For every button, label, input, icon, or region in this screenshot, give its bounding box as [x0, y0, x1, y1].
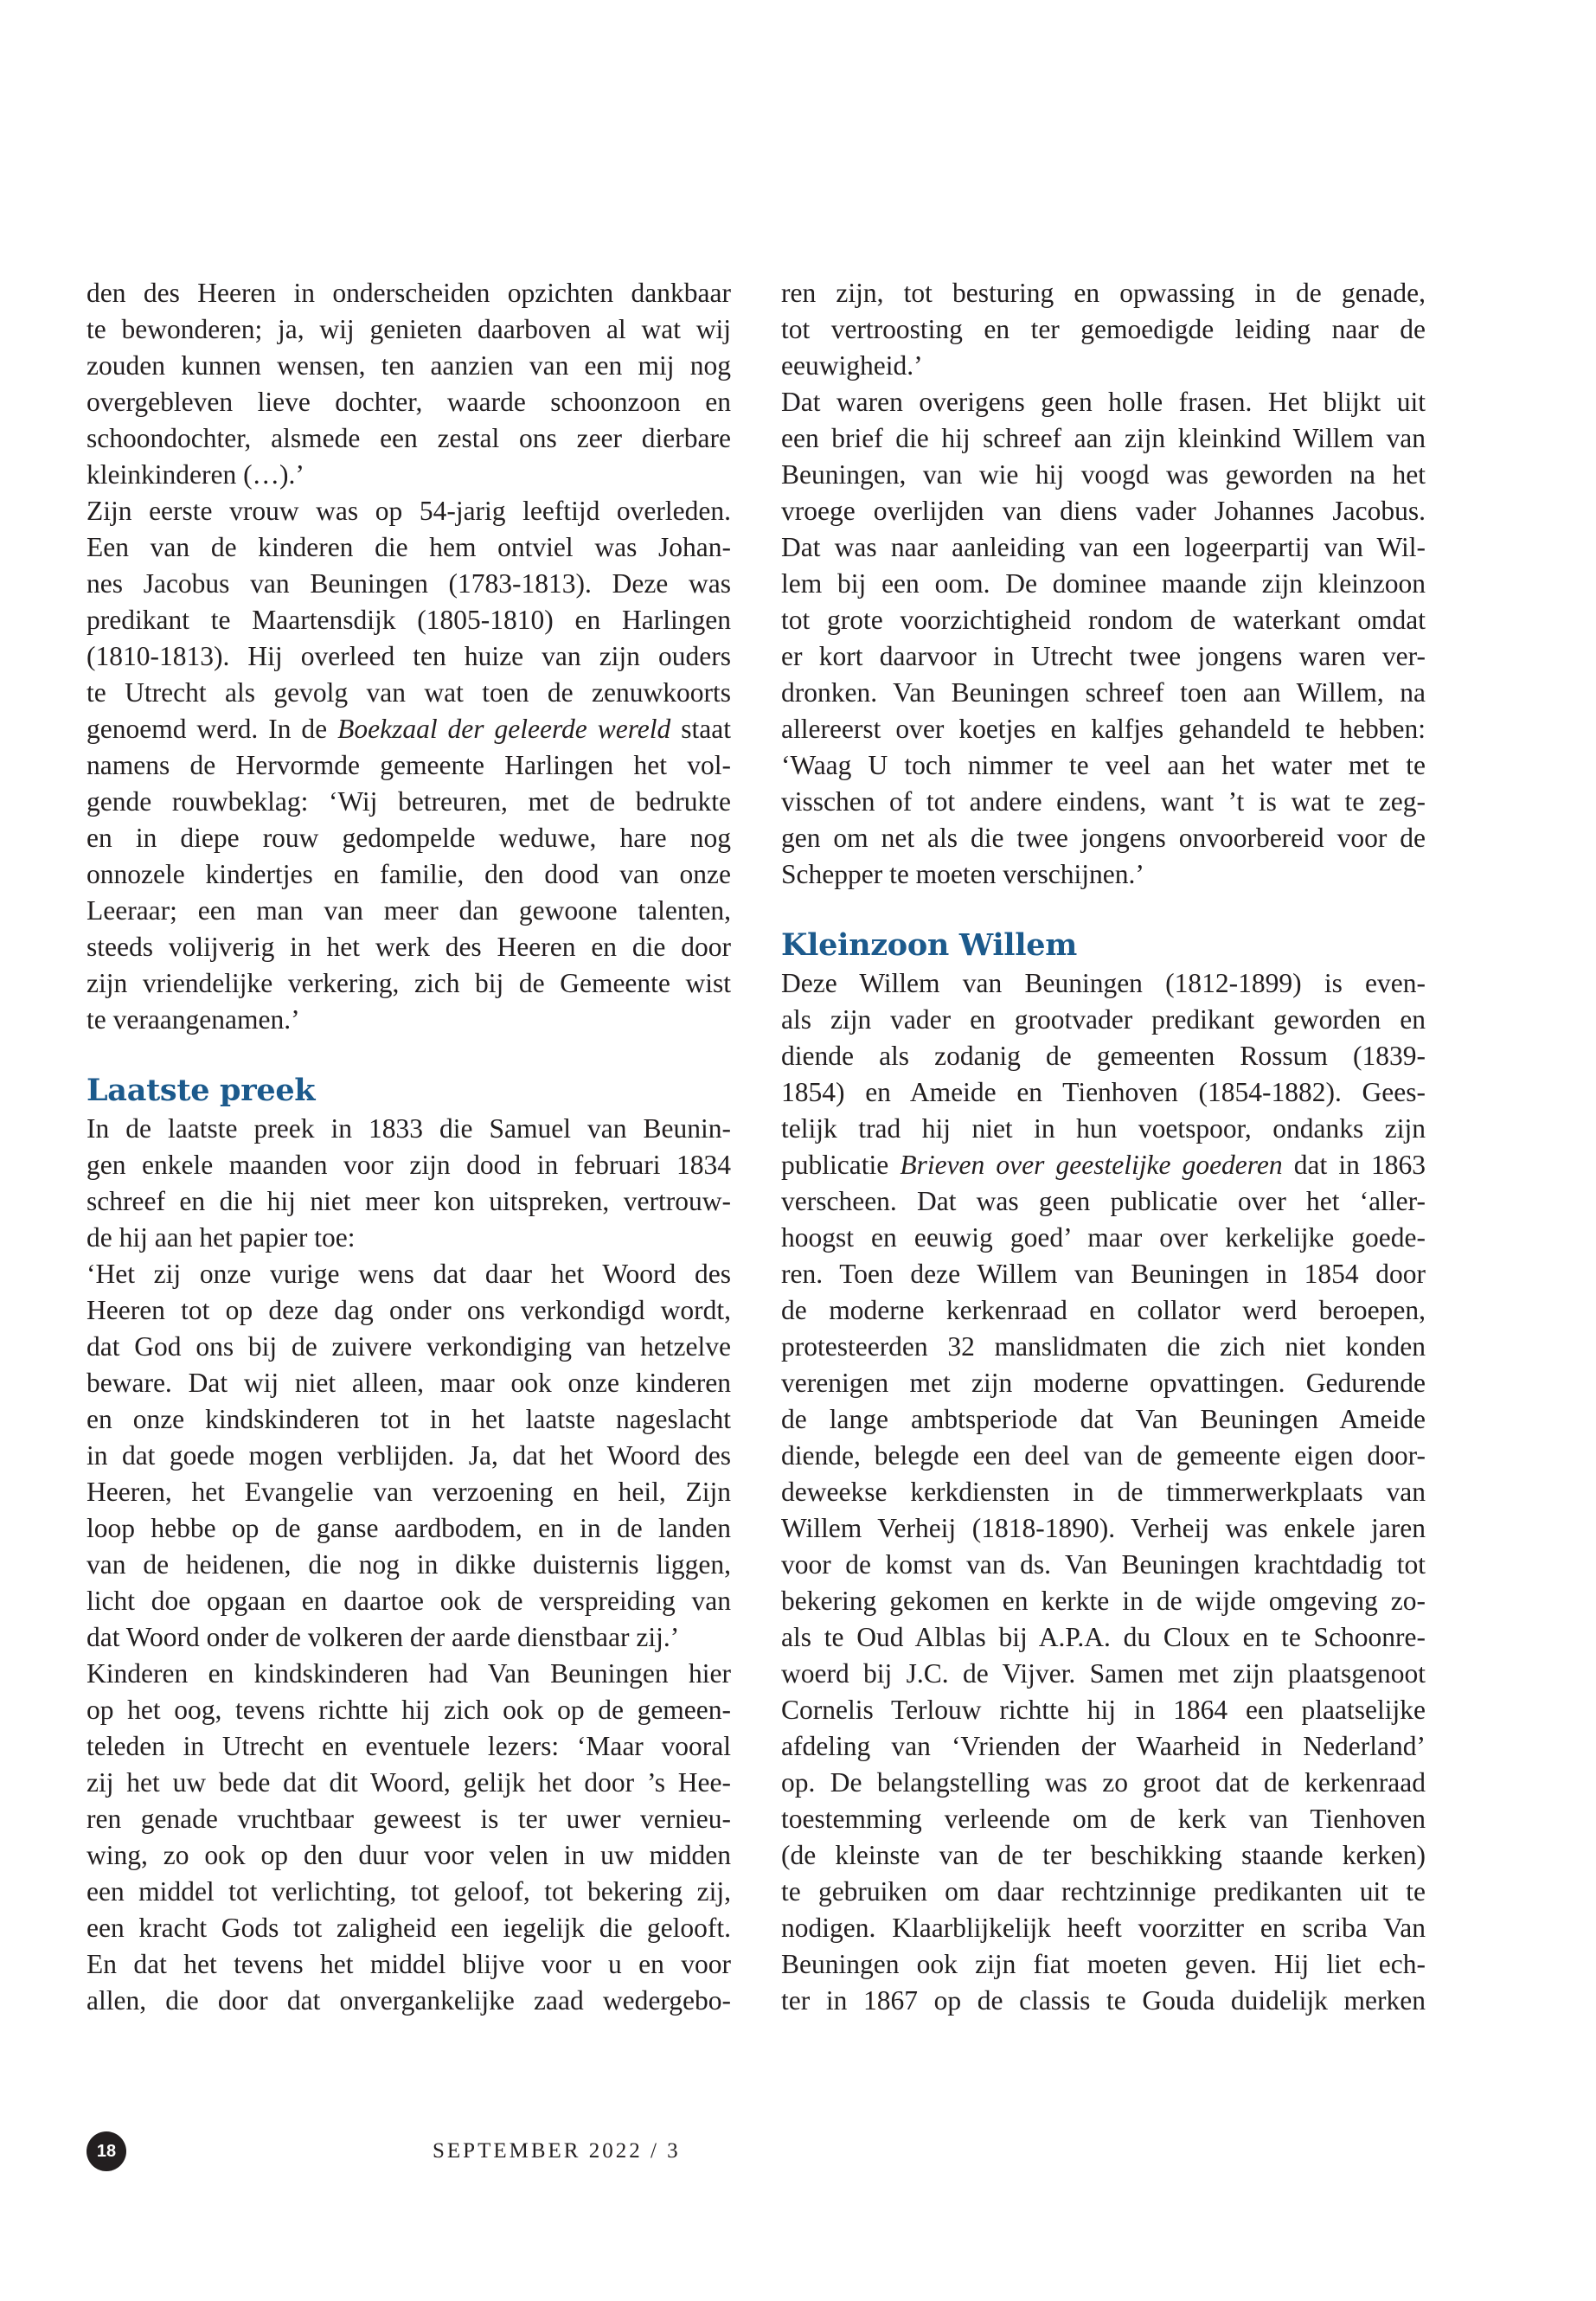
text-line: Een van de kinderen die hem ontviel was Johan-: [87, 532, 731, 562]
text-line: wing, zo ook op den duur voor velen in uw midden: [87, 1840, 731, 1870]
text-line: ren genade vruchtbaar geweest is ter uwer vernieu-: [87, 1804, 731, 1834]
text-line: als zijn vader en grootvader predikant geworden en: [781, 1004, 1426, 1035]
text-line: en in diepe rouw gedompelde weduwe, hare nog: [87, 823, 731, 853]
left-para2a: [87, 493, 731, 711]
text-line: namens de Hervormde gemeente Harlingen het vol-: [87, 750, 731, 780]
text-line: Zijn eerste vrouw was op 54-jarig leeftijd overleden.: [87, 496, 731, 526]
text-line: en onze kindskinderen tot in het laatste nageslacht: [87, 1404, 731, 1434]
text-line: woerd bij J.C. de Vijver. Samen met zijn plaatsgenoot: [781, 1658, 1426, 1689]
italic-post: dat in 1863: [1282, 1150, 1426, 1180]
text-line: zouden kunnen wensen, ten aanzien van een mij nog: [87, 350, 731, 381]
text-line: schoondochter, alsmede een zestal ons zeer dierbare: [87, 423, 731, 453]
text-line: Leeraar; een man van meer dan gewoone talenten,: [87, 895, 731, 926]
text-line: deweekse kerkdiensten in de timmerwerkplaats van: [781, 1477, 1426, 1507]
text-line: een middel tot verlichting, tot geloof, tot bekering zij,: [87, 1876, 731, 1907]
text-line: gende rouwbeklag: ‘Wij betreuren, met de bedrukte: [87, 786, 731, 817]
text-line: protesteerden 32 manslidmaten die zich niet konden: [781, 1331, 1426, 1362]
text-line: In de laatste preek in 1833 die Samuel van Beunin-: [87, 1113, 731, 1144]
text-line: Dat was naar aanleiding van een logeerpartij van Wil-: [781, 532, 1426, 562]
right-column: [781, 275, 1426, 2019]
publication-title: Brieven over geestelijke goederen: [900, 1150, 1283, 1180]
text-line: te bewonderen; ja, wij genieten daarboven al wat wij: [87, 314, 731, 344]
text-line: voor de komst van ds. Van Beuningen krachtdadig tot: [781, 1549, 1426, 1580]
text-line: verenigen met zijn moderne opvattingen. Gedurende: [781, 1368, 1426, 1398]
text-line: nodigen. Klaarblijkelijk heeft voorzitter en scriba Van: [781, 1913, 1426, 1943]
text-line: allereerst over koetjes en kalfjes gehandeld te hebben:: [781, 714, 1426, 744]
issue-label: SEPTEMBER 2022 / 3: [433, 2139, 681, 2163]
left-para4: [87, 1256, 731, 1656]
text-line: allen, die door dat onvergankelijke zaad wedergebo-: [87, 1985, 731, 2016]
text-line: zij het uw bede dat dit Woord, gelijk het door ’s Hee-: [87, 1767, 731, 1798]
text-line: Heeren tot op deze dag onder ons verkondigd wordt,: [87, 1295, 731, 1325]
text-line: ‘Waag U toch nimmer te veel aan het water met te: [781, 750, 1426, 780]
text-line: En dat het tevens het middel blijve voor u en voor: [87, 1949, 731, 1979]
text-line: dronken. Van Beuningen schreef toen aan Willem, na: [781, 677, 1426, 708]
text-line: Beuningen ook zijn fiat moeten geven. Hij liet ech-: [781, 1949, 1426, 1979]
text-line: 1854) en Ameide en Tienhoven (1854-1882). Gees-: [781, 1077, 1426, 1107]
text-line: visschen of tot andere eindens, want ’t is wat te zeg-: [781, 786, 1426, 817]
text-line: er kort daarvoor in Utrecht twee jongens waren ver-: [781, 641, 1426, 671]
text-line: hoogst en eeuwig goed’ maar over kerkelijke goede-: [781, 1222, 1426, 1253]
text-line: te veraangenamen.’: [87, 1004, 300, 1035]
book-title: Boekzaal der geleerde wereld: [337, 714, 671, 744]
text-line: licht doe opgaan en daartoe ook de verspreiding van: [87, 1586, 731, 1616]
text-line: zijn vriendelijke verkering, zich bij de Gemeente wist: [87, 968, 731, 998]
right-para1: [781, 275, 1426, 384]
text-line: gen enkele maanden voor zijn dood in februari 1834: [87, 1150, 731, 1180]
text-line: schreef en die hij niet meer kon uitspreken, vertrouw-: [87, 1186, 731, 1216]
text-line: teleden in Utrecht en eventuele lezers: ‘Maar vooral: [87, 1731, 731, 1761]
text-line: een brief die hij schreef aan zijn kleinkind Willem van: [781, 423, 1426, 453]
text-line: (1810-1813). Hij overleed ten huize van zijn ouders: [87, 641, 731, 671]
text-line: gen om net als die twee jongens onvoorbereid voor de: [781, 823, 1426, 853]
text-line: de hij aan het papier toe:: [87, 1222, 356, 1253]
text-line: diende, belegde een deel van de gemeente eigen door-: [781, 1440, 1426, 1471]
text-line: Schepper te moeten verschijnen.’: [781, 859, 1144, 889]
text-line: toestemming verleende om de kerk van Tienhoven: [781, 1804, 1426, 1834]
italic-pre: publicatie: [781, 1150, 901, 1180]
right-para2: [781, 384, 1426, 893]
text-line: Heeren, het Evangelie van verzoening en heil, Zijn: [87, 1477, 731, 1507]
text-line: den des Heeren in onderscheiden opzichten dankbaar: [87, 278, 731, 308]
text-line: Dat waren overigens geen holle frasen. Het blijkt uit: [781, 387, 1426, 417]
text-line: de moderne kerkenraad en collator werd beroepen,: [781, 1295, 1426, 1325]
text-line: telijk trad hij niet in hun voetspoor, ondanks zijn: [781, 1113, 1426, 1144]
left-para1: [87, 275, 731, 493]
text-line: Willem Verheij (1818-1890). Verheij was enkele jaren: [781, 1513, 1426, 1543]
text-line: ‘Het zij onze vurige wens dat daar het Woord des: [87, 1259, 731, 1289]
text-line: loop hebbe op de ganse aardbodem, en in de landen: [87, 1513, 731, 1543]
text-line: als te Oud Alblas bij A.P.A. du Cloux en te Schoonre-: [781, 1622, 1426, 1652]
text-line: bekering gekomen en kerkte in de wijde omgeving zo-: [781, 1586, 1426, 1616]
page-number-badge: 18: [87, 2131, 126, 2171]
text-line: tot grote voorzichtigheid rondom de waterkant omdat: [781, 605, 1426, 635]
text-line: op het oog, tevens richtte hij zich ook op de gemeen-: [87, 1695, 731, 1725]
text-line: een kracht Gods tot zaligheid een iegelijk die gelooft.: [87, 1913, 731, 1943]
right-para3a: [781, 965, 1426, 1147]
text-line: overgebleven lieve dochter, waarde schoonzoon en: [87, 387, 731, 417]
text-line: Beuningen, van wie hij voogd was geworden na het: [781, 459, 1426, 490]
left-para3: [87, 1111, 731, 1256]
left-para5: [87, 1656, 731, 2019]
text-line: dat God ons bij de zuivere verkondiging van hetzelve: [87, 1331, 731, 1362]
text-line: te gebruiken om daar rechtzinnige predikanten uit te: [781, 1876, 1426, 1907]
italic-post: staat: [670, 714, 731, 744]
text-line: vroege overlijden van diens vader Johannes Jacobus.: [781, 496, 1426, 526]
text-line: ren zijn, tot besturing en opwassing in de genade,: [781, 278, 1426, 308]
section-heading-kleinzoon-willem: Kleinzoon Willem: [781, 927, 1078, 963]
text-line: de lange ambtsperiode dat Van Beuningen Ameide: [781, 1404, 1426, 1434]
text-line: kleinkinderen (…).’: [87, 459, 304, 490]
text-line: ter in 1867 op de classis te Gouda duidelijk merken: [781, 1985, 1426, 2016]
text-line-italic: [781, 1147, 1426, 1183]
text-line: lem bij een oom. De dominee maande zijn kleinzoon: [781, 568, 1426, 599]
left-column: [87, 275, 731, 2019]
text-line: verscheen. Dat was geen publicatie over het ‘aller-: [781, 1186, 1426, 1216]
left-para2c: [87, 747, 731, 1038]
text-line: op. De belangstelling was zo groot dat de kerkenraad: [781, 1767, 1426, 1798]
text-line: tot vertroosting en ter gemoedigde leiding naar de: [781, 314, 1426, 344]
text-line-italic: [87, 711, 731, 747]
text-line: dat Woord onder de volkeren der aarde dienstbaar zij.’: [87, 1622, 680, 1652]
text-line: Cornelis Terlouw richtte hij in 1864 een plaatselijke: [781, 1695, 1426, 1725]
section-heading-laatste-preek: Laatste preek: [87, 1073, 316, 1108]
text-line: Deze Willem van Beuningen (1812-1899) is even-: [781, 968, 1426, 998]
text-line: predikant te Maartensdijk (1805-1810) en Harlingen: [87, 605, 731, 635]
text-line: in dat goede mogen verblijden. Ja, dat het Woord des: [87, 1440, 731, 1471]
text-line: te Utrecht als gevolg van wat toen de zenuwkoorts: [87, 677, 731, 708]
text-line: onnozele kindertjes en familie, den dood van onze: [87, 859, 731, 889]
text-line: eeuwigheid.’: [781, 350, 923, 381]
text-line: beware. Dat wij niet alleen, maar ook onze kinderen: [87, 1368, 731, 1398]
text-line: Kinderen en kindskinderen had Van Beuningen hier: [87, 1658, 731, 1689]
right-para3c: [781, 1183, 1426, 2019]
text-line: nes Jacobus van Beuningen (1783-1813). Deze was: [87, 568, 731, 599]
text-line: ren. Toen deze Willem van Beuningen in 1854 door: [781, 1259, 1426, 1289]
text-line: steeds volijverig in het werk des Heeren en die door: [87, 932, 731, 962]
italic-pre: genoemd werd. In de: [87, 714, 338, 744]
text-line: van de heidenen, die nog in dikke duisternis liggen,: [87, 1549, 731, 1580]
text-line: (de kleinste van de ter beschikking staande kerken): [781, 1840, 1426, 1870]
text-line: diende als zodanig de gemeenten Rossum (1839-: [781, 1041, 1426, 1071]
text-line: afdeling van ‘Vrienden der Waarheid in Nederland’: [781, 1731, 1426, 1761]
